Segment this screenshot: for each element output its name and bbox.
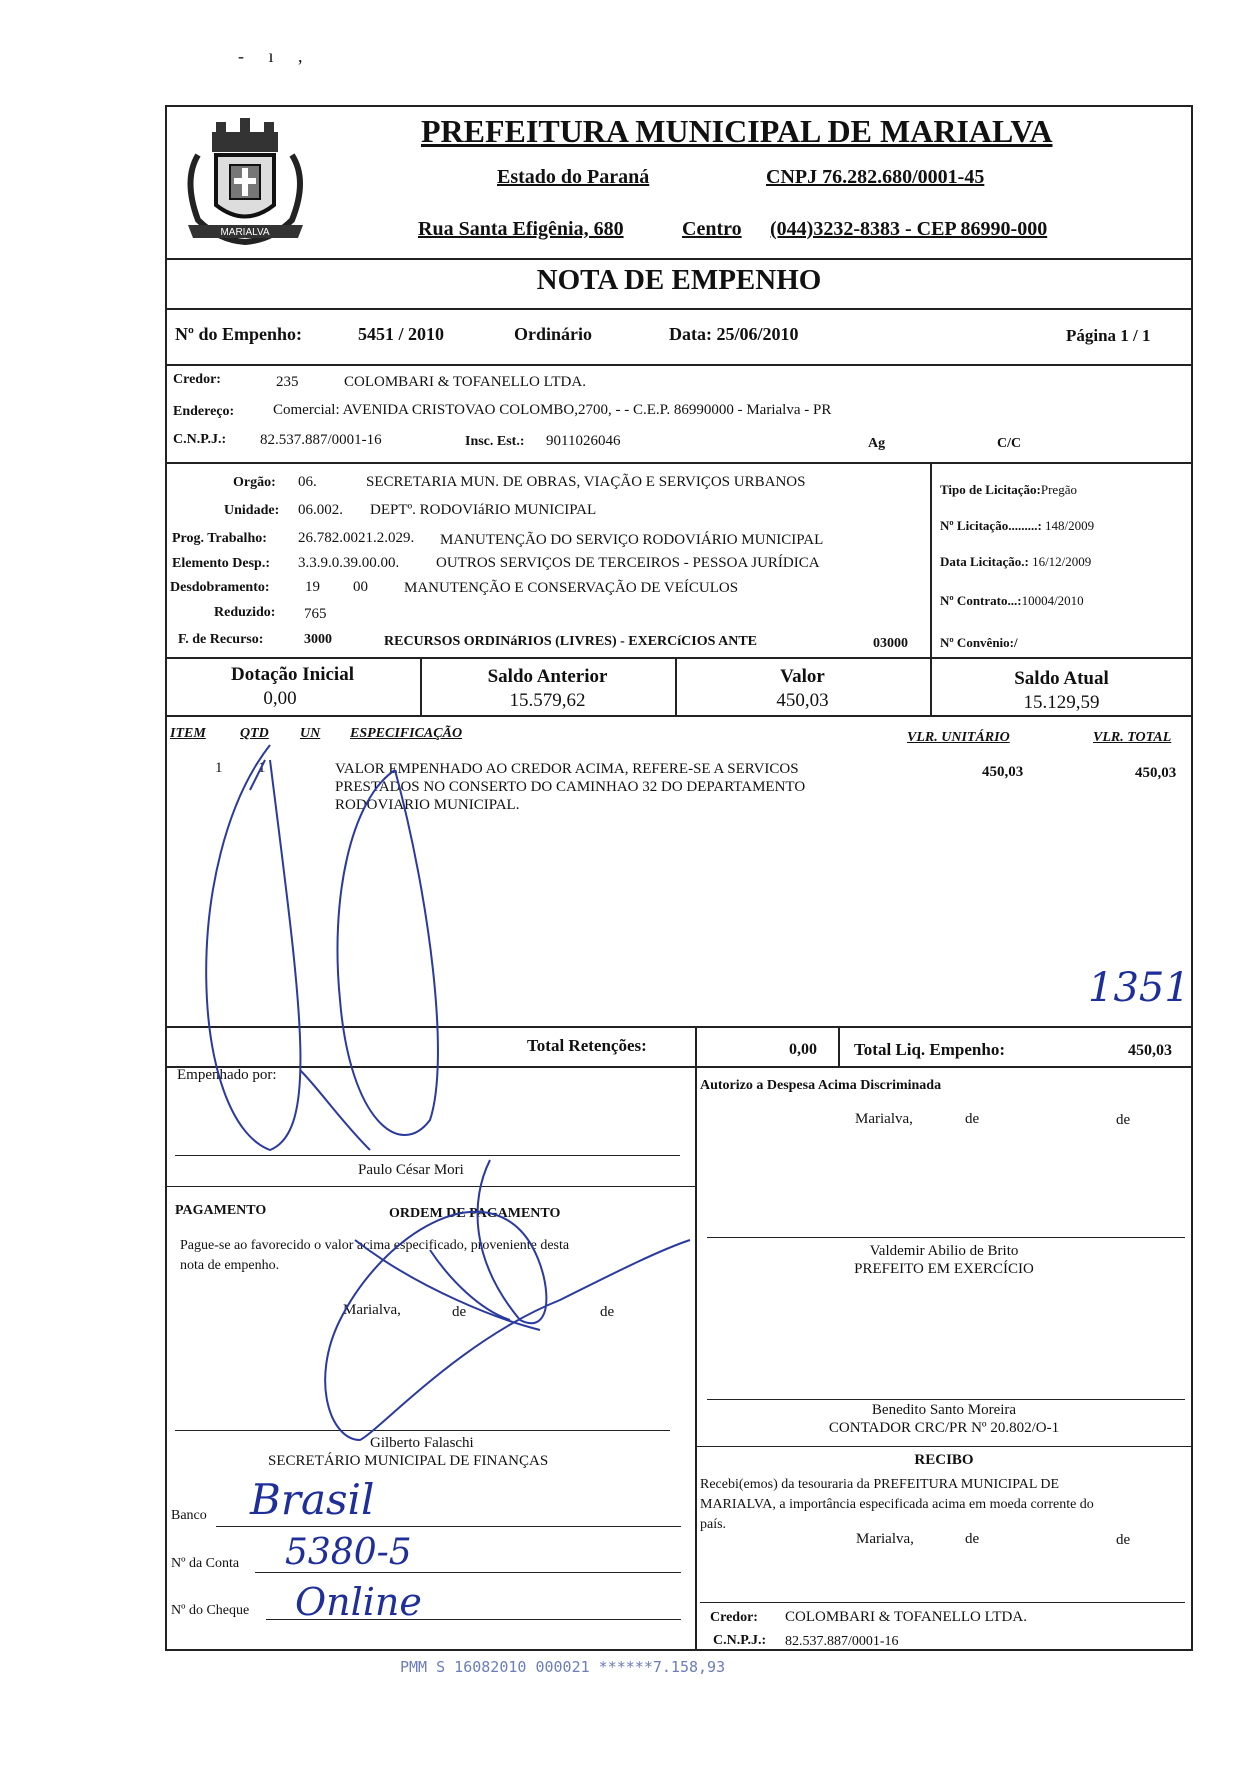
pagamento-label: PAGAMENTO [175,1203,267,1218]
banco-label: Banco [171,1508,207,1523]
total-liq-value: 450,03 [1128,1042,1172,1059]
elem-label: Elemento Desp.: [172,556,270,571]
secretario-name: Gilberto Falaschi [370,1435,474,1451]
num-convenio: Nº Convênio:/ [940,635,1018,650]
empenhado-name: Paulo César Mori [358,1162,464,1178]
bank-stamp: PMM S 16082010 000021 ******7.158,93 [400,1658,726,1676]
desd-code1: 19 [305,579,320,595]
credor-name: COLOMBARI & TOFANELLO LTDA. [344,374,586,390]
empenho-date: Data: 25/06/2010 [669,324,799,344]
prefeito-title: PREFEITO EM EXERCÍCIO [854,1261,1034,1277]
cnpj-credor: 82.537.887/0001-16 [260,432,382,448]
recurso-code2: 03000 [873,636,908,651]
recibo-text-3: país. [700,1517,727,1532]
recibo-credor: COLOMBARI & TOFANELLO LTDA. [785,1609,1027,1625]
empenho-number-label: Nº do Empenho: [175,324,302,344]
recibo-cnpj-label: C.N.P.J.: [713,1633,767,1648]
handwritten-number: 1351 [1088,965,1190,1011]
pagamento-text-2: nota de empenho. [180,1258,280,1273]
prog-label: Prog. Trabalho: [172,531,267,546]
credor-code: 235 [276,374,299,390]
recibo-de-2: de [1116,1532,1131,1548]
pagamento-text-1: Pague-se ao favorecido o valor acima especificado, proveniente desta [180,1238,570,1253]
recibo-cnpj: 82.537.887/0001-16 [785,1634,899,1649]
insc-label: Insc. Est.: [465,434,525,449]
conta-label: Nº da Conta [171,1556,240,1571]
unidade-code: 06.002. [298,502,343,518]
insc-value: 9011026046 [546,433,621,449]
recibo-text-2: MARIALVA, a importância especificada acima em moeda corrente do [700,1497,1094,1512]
cheque-label: Nº do Cheque [171,1603,250,1618]
ordem-pagamento-label: ORDEM DE PAGAMENTO [389,1206,561,1221]
recurso-label: F. de Recurso: [178,632,264,647]
dotacao-value: 0,00 [263,688,297,709]
pagamento-de-1: de [452,1304,467,1320]
recibo-city: Marialva, [856,1531,914,1547]
recurso: RECURSOS ORDINáRIOS (LIVRES) - EXERCíCIOS ANTE [384,634,758,649]
item-unit: 450,03 [982,764,1024,780]
col-qtd: QTD [240,726,269,741]
item-desc-line2: PRESTADOS NO CONSERTO DO CAMINHAO 32 DO DEPARTAMENTO [335,779,806,795]
desd-label: Desdobramento: [170,580,270,595]
reduzido: 765 [304,606,327,622]
cnpj-credor-label: C.N.P.J.: [173,432,227,447]
desd: MANUTENÇÃO E CONSERVAÇÃO DE VEÍCULOS [404,580,739,596]
ag-label: Ag [868,436,886,451]
item-desc-line1: VALOR EMPENHADO AO CREDOR ACIMA, REFERE-SE A SERVICOS [335,761,799,777]
desd-code2: 00 [353,579,368,595]
tipo-licitacao-label: Tipo de Licitação:Pregão [940,482,1077,497]
autorizo-de-2: de [1116,1112,1131,1128]
dotacao-label: Dotação Inicial [231,664,354,685]
col-espec: ESPECIFICAÇÃO [350,726,463,741]
saldo-atual-value: 15.129,59 [1023,692,1100,713]
credor-label: Credor: [173,372,221,387]
page-number: Página 1 / 1 [1066,326,1151,345]
endereco: Comercial: AVENIDA CRISTOVAO COLOMBO,2700, - - C.E.P. 86990000 - Marialva - PR [273,402,832,418]
recibo-credor-label: Credor: [710,1610,758,1625]
prog-code: 26.782.0021.2.029. [298,530,415,546]
document-title: NOTA DE EMPENHO [536,264,822,296]
state-label: Estado do Paraná [497,166,650,188]
valor-label: Valor [780,666,825,687]
svg-text:MARIALVA: MARIALVA [220,227,270,238]
total-retencoes-value: 0,00 [789,1041,817,1058]
top-marks: - ı , [238,46,313,66]
orgao-code: 06. [298,474,317,490]
endereco-label: Endereço: [173,404,235,419]
col-item: ITEM [170,726,206,741]
autorizo-city: Marialva, [855,1111,913,1127]
prog: MANUTENÇÃO DO SERVIÇO RODOVIÁRIO MUNICIPAL [440,532,824,548]
contador-title: CONTADOR CRC/PR Nº 20.802/O-1 [828,1420,1060,1436]
pagamento-de-2: de [600,1304,615,1320]
item-total: 450,03 [1135,765,1177,781]
empenhado-label: Empenhado por: [177,1067,277,1083]
autorizo-de-1: de [965,1111,980,1127]
banco-value: Brasil [250,1475,375,1524]
saldo-anterior-value: 15.579,62 [509,690,586,711]
recibo-text-1: Recebi(emos) da tesouraria da PREFEITURA MUNICIPAL DE [700,1477,1060,1492]
phone-cep-label: (044)3232-8383 - CEP 86990-000 [770,218,1048,240]
pagamento-city: Marialva, [343,1302,401,1318]
empenho-type: Ordinário [514,324,593,344]
reduzido-label: Reduzido: [214,605,276,620]
item-number: 1 [215,760,223,776]
unidade-label: Unidade: [224,503,280,518]
conta-value: 5380-5 [285,1532,412,1573]
prefeito-name: Valdemir Abilio de Brito [869,1243,1019,1259]
district-label: Centro [682,218,742,240]
orgao: SECRETARIA MUN. DE OBRAS, VIAÇÃO E SERVIÇOS URBANOS [366,474,806,490]
num-licitacao: Nº Licitação.........: 148/2009 [940,518,1095,533]
saldo-atual-label: Saldo Atual [1014,668,1109,689]
total-liq-label: Total Liq. Empenho: [854,1040,1005,1059]
total-retencoes-label: Total Retenções: [527,1036,647,1055]
recibo-label: RECIBO [914,1452,974,1468]
cnpj-label: CNPJ 76.282.680/0001-45 [766,166,985,188]
address-label: Rua Santa Efigênia, 680 [418,218,624,240]
secretario-title: SECRETÁRIO MUNICIPAL DE FINANÇAS [268,1453,549,1469]
elem-code: 3.3.9.0.39.00.00. [298,555,400,571]
num-contrato: Nº Contrato...:10004/2010 [940,593,1084,608]
recurso-code: 3000 [304,632,332,647]
cc-label: C/C [997,436,1022,451]
item-qtd: 1 [258,760,266,776]
page-title: PREFEITURA MUNICIPAL DE MARIALVA [421,113,1053,149]
orgao-label: Orgão: [233,475,276,490]
contador-name: Benedito Santo Moreira [871,1402,1017,1418]
empenho-number: 5451 / 2010 [358,324,445,344]
col-vlr-total: VLR. TOTAL [1093,730,1172,745]
col-vlr-unit: VLR. UNITÁRIO [907,730,1010,745]
item-desc-line3: RODOVIARIO MUNICIPAL. [335,797,520,813]
saldo-anterior-label: Saldo Anterior [487,666,608,687]
elem: OUTROS SERVIÇOS DE TERCEIROS - PESSOA JURÍDICA [436,555,820,571]
autorizo-label: Autorizo a Despesa Acima Discriminada [700,1078,942,1093]
unidade: DEPTº. RODOVIáRIO MUNICIPAL [370,502,597,518]
col-un: UN [300,726,321,741]
recibo-de-1: de [965,1531,980,1547]
data-licitacao: Data Licitação.: 16/12/2009 [940,554,1092,569]
valor-value: 450,03 [776,690,829,711]
cheque-value: Online [295,1580,422,1624]
